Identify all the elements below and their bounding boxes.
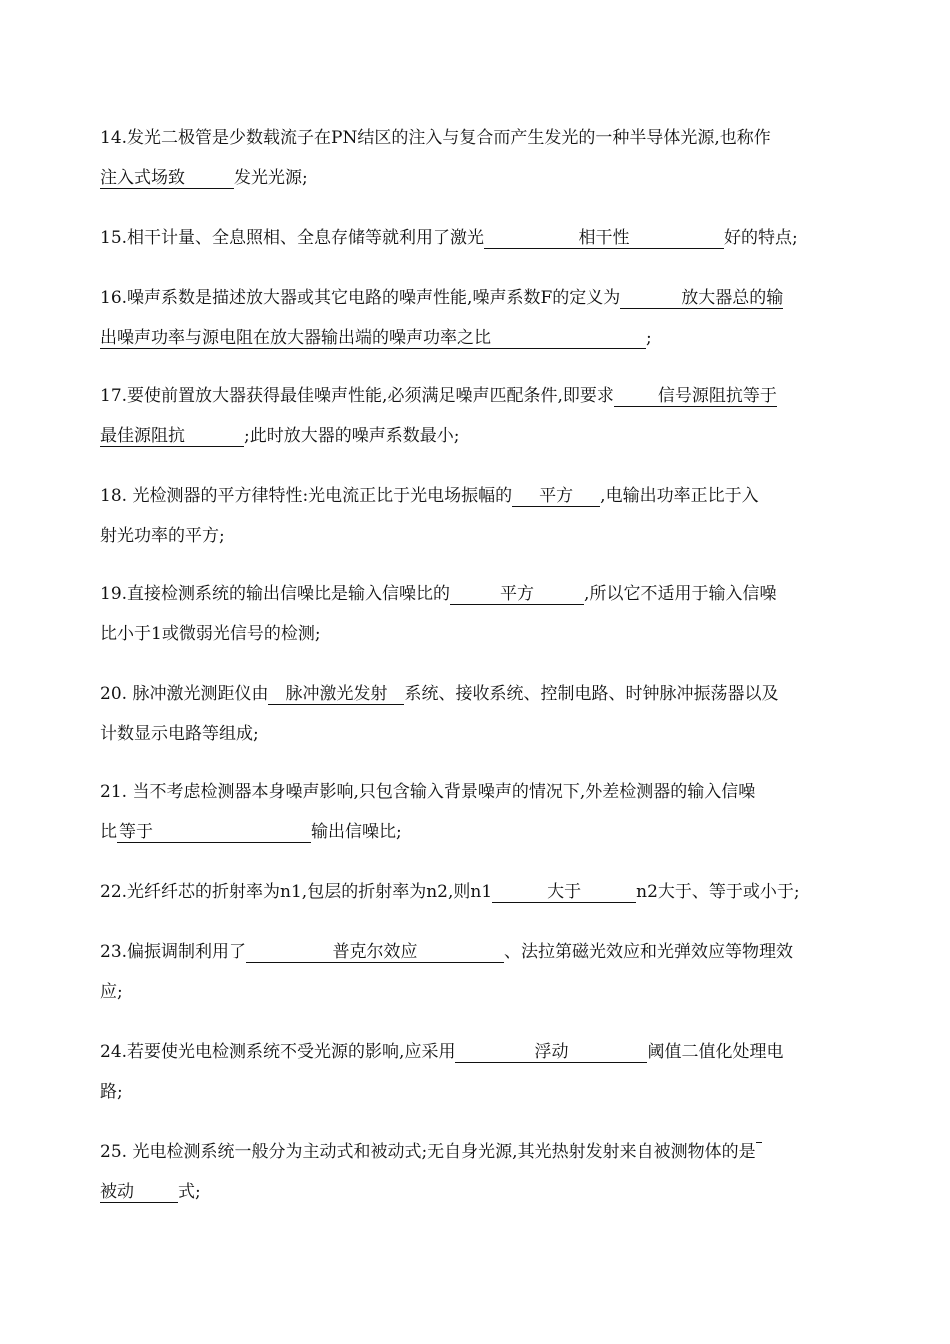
answer-blank: 相干性 xyxy=(484,228,724,249)
question-line xyxy=(100,1082,123,1102)
question-line xyxy=(100,1182,201,1203)
answer-blank: 放大器总的输 xyxy=(620,288,783,309)
answer-blank: 信号源阻抗等于 xyxy=(614,386,777,407)
question-text: 好的特点; xyxy=(724,228,798,248)
question-line xyxy=(100,168,308,189)
question-text: ,电输出功率正比于入 xyxy=(600,486,759,506)
question-line xyxy=(100,684,778,705)
question-text: 23.偏振调制利用了 xyxy=(100,942,247,962)
answer-blank: 脉冲激光发射 xyxy=(268,684,404,705)
question-text: 19.直接检测系统的输出信噪比是输入信噪比的 xyxy=(100,584,451,604)
question-line xyxy=(100,426,459,447)
answer-blank: 被动 xyxy=(100,1182,178,1203)
answer-blank: 平方 xyxy=(450,584,584,605)
question-text: 14.发光二极管是少数载流子在PN结区的注入与复合而产生发光的一种半导体光源,也称作 xyxy=(100,128,771,148)
answer-blank: 浮动 xyxy=(455,1042,647,1063)
question-text: 计数显示电路等组成; xyxy=(100,724,259,744)
answer-blank: 普克尔效应 xyxy=(246,942,504,963)
question-text: ,所以它不适用于输入信噪 xyxy=(584,584,777,604)
question-text: 比小于1或微弱光信号的检测; xyxy=(100,624,321,644)
question-text: 18. 光检测器的平方律特性:光电流正比于光电场振幅的 xyxy=(100,486,513,506)
question-text: ; xyxy=(646,328,652,348)
question-line xyxy=(100,1142,762,1162)
answer-blank: 大于 xyxy=(492,882,636,903)
question-text: 发光光源; xyxy=(234,168,308,188)
question-line xyxy=(100,982,123,1002)
question-text: 、法拉第磁光效应和光弹效应等物理效 xyxy=(504,942,794,962)
question-text: 16.噪声系数是描述放大器或其它电路的噪声性能,噪声系数F的定义为 xyxy=(100,288,621,308)
question-text: 17.要使前置放大器获得最佳噪声性能,必须满足噪声匹配条件,即要求 xyxy=(100,386,614,406)
question-text: 22.光纤纤芯的折射率为n1,包层的折射率为n2,则n1 xyxy=(100,882,493,902)
question-text: 比 xyxy=(100,822,117,842)
question-line xyxy=(100,782,755,802)
question-text: 21. 当不考虑检测器本身噪声影响,只包含输入背景噪声的情况下,外差检测器的输入信噪 xyxy=(100,782,756,802)
question-text: 阈值二值化处理电 xyxy=(647,1042,784,1062)
question-text: 系统、接收系统、控制电路、时钟脉冲振荡器以及 xyxy=(404,684,779,704)
question-line xyxy=(100,1042,783,1063)
question-line xyxy=(100,486,759,507)
question-line xyxy=(100,328,652,349)
question-line xyxy=(100,526,225,546)
answer-blank: 等于 xyxy=(117,822,311,843)
question-text: 式; xyxy=(178,1182,201,1202)
question-text: 20. 脉冲激光测距仪由 xyxy=(100,684,269,704)
question-line xyxy=(100,882,800,903)
question-line xyxy=(100,584,776,605)
answer-blank: 出噪声功率与源电阻在放大器输出端的噪声功率之比 xyxy=(100,328,646,349)
question-text: 24.若要使光电检测系统不受光源的影响,应采用 xyxy=(100,1042,456,1062)
question-text: 25. 光电检测系统一般分为主动式和被动式;无自身光源,其光热射发射来自被测物体的是 xyxy=(100,1142,756,1162)
question-text: 应; xyxy=(100,982,123,1002)
question-text: 输出信噪比; xyxy=(311,822,402,842)
answer-blank: 平方 xyxy=(512,486,600,507)
question-text: 路; xyxy=(100,1082,123,1102)
answer-blank xyxy=(756,1142,762,1143)
question-text: ;此时放大器的噪声系数最小; xyxy=(244,426,460,446)
question-line xyxy=(100,624,321,644)
answer-blank: 注入式场致 xyxy=(100,168,234,189)
question-line xyxy=(100,228,798,249)
question-line xyxy=(100,128,771,148)
question-line xyxy=(100,386,777,407)
question-text: 射光功率的平方; xyxy=(100,526,225,546)
question-line xyxy=(100,288,783,309)
question-line xyxy=(100,942,793,963)
question-line xyxy=(100,822,402,843)
question-text: 15.相干计量、全息照相、全息存储等就利用了激光 xyxy=(100,228,485,248)
question-line xyxy=(100,724,259,744)
question-text: n2大于、等于或小于; xyxy=(636,882,800,902)
answer-blank: 最佳源阻抗 xyxy=(100,426,244,447)
